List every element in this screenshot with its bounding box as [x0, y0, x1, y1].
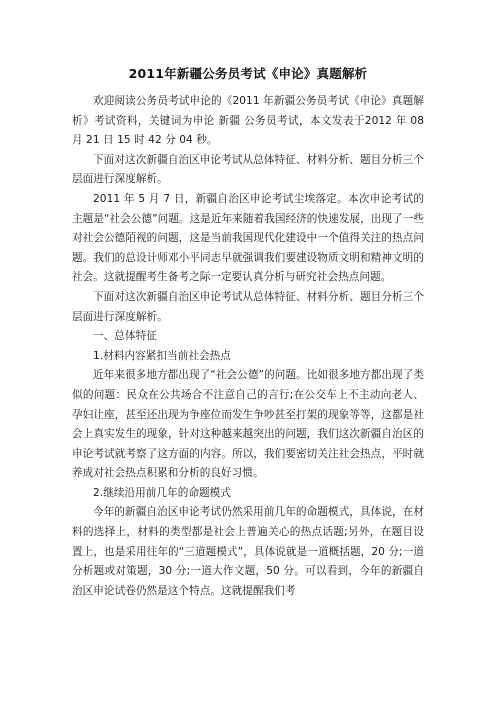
paragraph-overview: 下面对这次新疆自治区申论考试从总体特征、材料分析、题目分析三个层面进行深度解析。 [72, 153, 424, 186]
document-title: 2011年新疆公务员考试《申论》真题解析 [128, 66, 368, 81]
paragraph-intro: 欢迎阅读公务员考试申论的《2011 年新疆公务员考试《申论》真题解析》考试资料，关键词为申论 新疆 公务员考试，本文发表于2012 年 08 月 21 日 15 时 42 分 04 秒。 [72, 95, 424, 147]
subsection-heading-1: 1.材料内容紧扣当前社会热点 [93, 349, 231, 362]
paragraph-overview-repeat: 下面对这次新疆自治区申论考试从总体特征、材料分析、题目分析三个层面进行深度解析。 [72, 290, 424, 323]
paragraph-hotspot: 近年来很多地方都出现了“社会公德”的问题。比如很多地方都出现了类似的问题：民众在公共场合不注意自己的言行;在公交车上不主动向老人、孕妇让座，甚至还出现为争座位而发生争吵甚至打架的现象等等，这都是社会上真实发生的现象，针对这种越来越突出的问题，我们这次新疆自治区的申论考试就考察了这方面的内容。所以，我们要密切关注社会热点，平时就养成对社会热点积累和分析的良好习惯。 [72, 369, 424, 480]
document-body [72, 92, 424, 601]
section-heading: 一、总体特征 [93, 330, 157, 343]
subsection-heading-2: 2.继续沿用前几年的命题模式 [93, 486, 231, 499]
paragraph-pattern: 今年的新疆自治区申论考试仍然采用前几年的命题模式，具体说，在材料的选择上，材料的类型都是社会上普遍关心的热点话题;另外，在题目设置上，也是采用往年的“三道题模式”，具体说就是一道概括题，20 分;一道分析题或对策题，30 分;一道大作文题，50 分。可以看到，今年的新疆自治区申论试卷仍然是这个特点。这就提醒我们考 [72, 506, 424, 597]
paragraph-background: 2011 年 5 月 7 日，新疆自治区申论考试尘埃落定。本次申论考试的主题是“社会公德”问题。这是近年来随着我国经济的快速发展，出现了一些对社会公德陌视的问题，这是当前我国现代化建设中一个值得关注的热点问题。我们的总设计师邓小平同志早就强调我们要建设物质文明和精神文明的社会。这就提醒考生备考之际一定要认真分析与研究社会热点问题。 [72, 192, 424, 284]
